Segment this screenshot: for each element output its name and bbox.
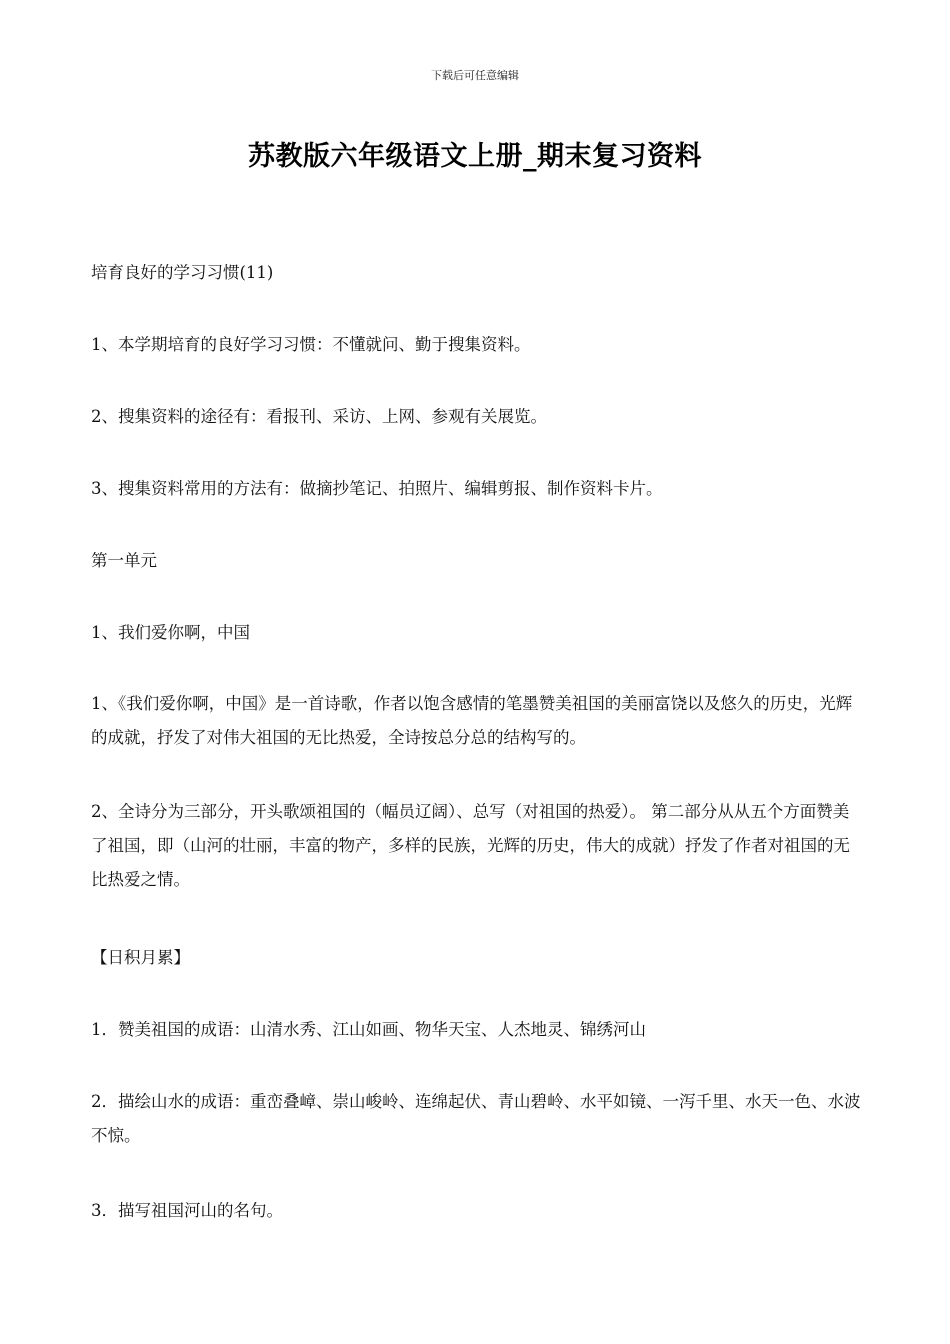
paragraph-accumulate-1: 1．赞美祖国的成语：山清水秀、江山如画、物华天宝、人杰地灵、锦绣河山 <box>91 1020 646 1039</box>
paragraph-accumulate-3: 3．描写祖国河山的名句。 <box>91 1201 283 1220</box>
paragraph-lesson1-2: 2、全诗分为三部分，开头歌颂祖国的（幅员辽阔）、总写（对祖国的热爱）。 第二部分从从五个方面赞美了祖国，即（山河的壮丽，丰富的物产，多样的民族，光辉的历史，伟大的成就）抒发了作者对祖国的无比热爱之情。 <box>91 802 850 889</box>
section-heading-habits: 培育良好的学习习惯(11) <box>91 263 274 282</box>
paragraph-habits-1: 1、本学期培育的良好学习习惯：不懂就问、勤于搜集资料。 <box>91 335 531 354</box>
page-title: 苏教版六年级语文上册_期末复习资料 <box>248 141 702 172</box>
lesson-heading-1: 1、我们爱你啊，中国 <box>91 623 250 642</box>
paragraph-habits-2: 2、搜集资料的途径有：看报刊、采访、上网、参观有关展览。 <box>91 407 547 426</box>
section-heading-accumulate: 【日积月累】 <box>91 948 190 967</box>
section-heading-unit1: 第一单元 <box>91 551 157 570</box>
paragraph-lesson1-1: 1、《我们爱你啊，中国》是一首诗歌，作者以饱含感情的笔墨赞美祖国的美丽富饶以及悠久的历史，光辉的成就，抒发了对伟大祖国的无比热爱，全诗按总分总的结构写的。 <box>91 694 853 747</box>
paragraph-accumulate-2: 2．描绘山水的成语：重峦叠嶂、崇山峻岭、连绵起伏、青山碧岭、水平如镜、一泻千里、水天一色、水波不惊。 <box>91 1092 861 1145</box>
paragraph-habits-3: 3、搜集资料常用的方法有：做摘抄笔记、拍照片、编辑剪报、制作资料卡片。 <box>91 479 663 498</box>
header-note: 下载后可任意编辑 <box>431 69 519 82</box>
